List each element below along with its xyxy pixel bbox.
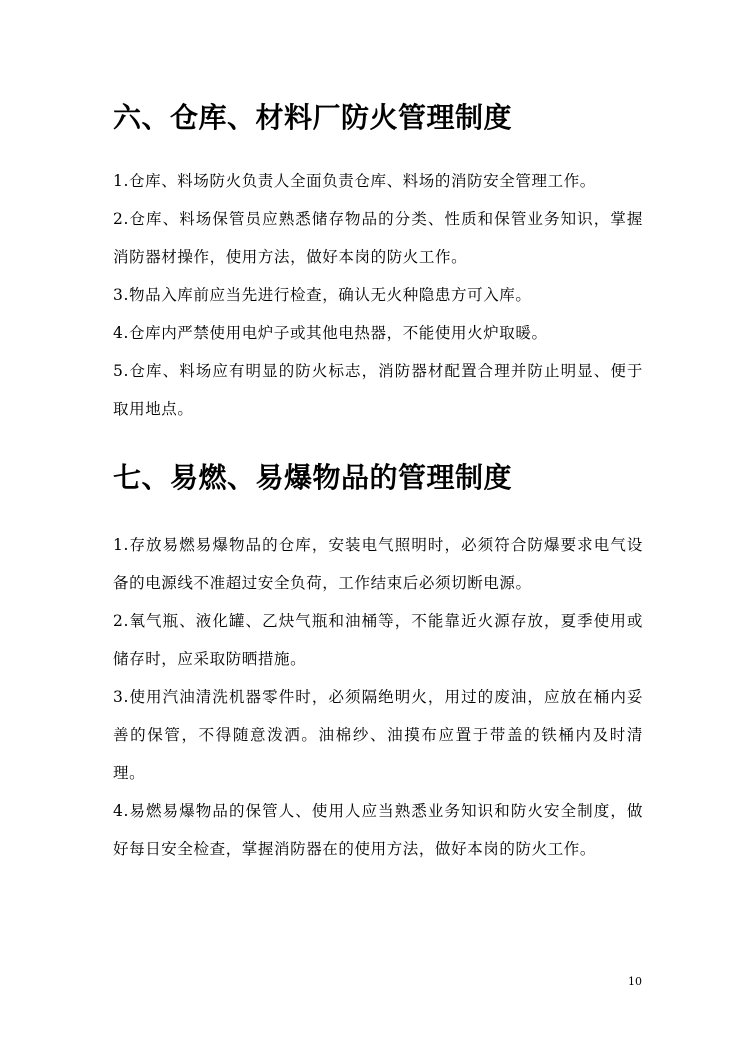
rule-item: 1.存放易燃易爆物品的仓库，安装电气照明时，必须符合防爆要求电气设备的电源线不准超过安全负荷，工作结束后必须切断电源。 xyxy=(113,536,643,592)
rule-item: 4.仓库内严禁使用电炉子或其他电热器，不能使用火炉取暖。 xyxy=(113,324,548,342)
page-number: 10 xyxy=(628,975,642,988)
rule-list xyxy=(113,162,643,428)
section-flammable-explosive-management xyxy=(113,456,643,868)
rule-list xyxy=(113,526,643,868)
section-heading: 六、仓库、材料厂防火管理制度 xyxy=(113,101,513,134)
rule-item: 3.使用汽油清洗机器零件时，必须隔绝明火，用过的废油，应放在桶内妥善的保管，不得随意泼洒。油棉纱、油摸布应置于带盖的铁桶内及时清理。 xyxy=(113,688,643,782)
section-warehouse-fire-management xyxy=(113,96,643,428)
rule-item: 1.仓库、料场防火负责人全面负责仓库、料场的消防安全管理工作。 xyxy=(113,172,596,190)
rule-item: 5.仓库、料场应有明显的防火标志，消防器材配置合理并防止明显、便于取用地点。 xyxy=(113,362,643,418)
rule-item: 2.氧气瓶、液化罐、乙炔气瓶和油桶等，不能靠近火源存放，夏季使用或储存时，应采取防晒措施。 xyxy=(113,612,643,668)
rule-item: 3.物品入库前应当先进行检查，确认无火种隐患方可入库。 xyxy=(113,286,532,304)
rule-item: 2.仓库、料场保管员应熟悉储存物品的分类、性质和保管业务知识，掌握消防器材操作，使用方法，做好本岗的防火工作。 xyxy=(113,210,643,266)
section-heading: 七、易燃、易爆物品的管理制度 xyxy=(113,461,513,494)
rule-item: 4.易燃易爆物品的保管人、使用人应当熟悉业务知识和防火安全制度，做好每日安全检查，掌握消防器在的使用方法，做好本岗的防火工作。 xyxy=(113,802,643,858)
